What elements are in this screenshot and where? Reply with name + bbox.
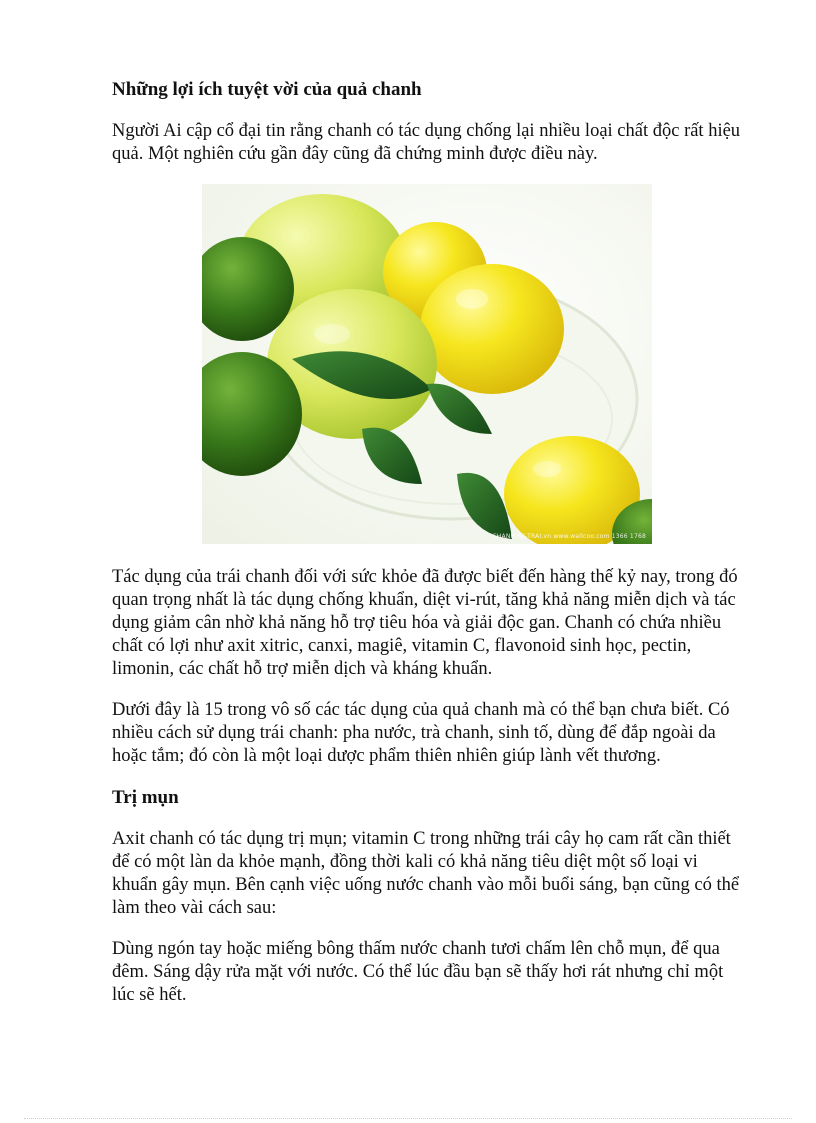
article-title: Những lợi ích tuyệt vời của quả chanh [112, 79, 422, 100]
lemon-photo [202, 184, 652, 544]
document-body [112, 78, 742, 1025]
lemon-photo-illustration [202, 184, 652, 544]
body-paragraph-1: Tác dụng của trái chanh đối với sức khỏe đã được biết đến hàng thế kỷ nay, trong đó quan trọng nhất là tác dụng chống khuẩn, diệt vi-rút, tăng khả năng miễn dịch và tác dụng giảm cân nhờ khả năng hỗ trợ tiêu hóa và giải độc gan. Chanh có chứa nhiều chất có lợi như axit xitric, canxi, magiê, vitamin C, flavonoid sinh học, pectin, limonin, các chất hỗ trợ miễn dịch và kháng khuẩn. [112, 567, 738, 679]
body-paragraph-2: Dưới đây là 15 trong vô số các tác dụng của quả chanh mà có thể bạn chưa biết. Có nhiều cách sử dụng trái chanh: pha nước, trà chanh, sinh tố, dùng để đắp ngoài da hoặc tắm; đó còn là một loại dược phẩm thiên nhiên giúp lành vết thương. [112, 700, 730, 766]
body-paragraph-4: Dùng ngón tay hoặc miếng bông thấm nước chanh tươi chấm lên chỗ mụn, để qua đêm. Sáng dậy rửa mặt với nước. Có thể lúc đầu bạn sẽ thấy hơi rát nhưng chỉ một lúc sẽ hết. [112, 939, 724, 1005]
body-paragraph-3: Axit chanh có tác dụng trị mụn; vitamin C trong những trái cây họ cam rất cần thiết để có một làn da khỏe mạnh, đồng thời kali có khả năng tiêu diệt một số loại vi khuẩn gây mụn. Bên cạnh việc uống nước chanh vào mỗi buổi sáng, bạn cũng có thể làm theo vài cách sau: [112, 829, 740, 918]
section-heading: Trị mụn [112, 787, 179, 808]
image-credit: CHANH-N&TRAI.vn www.wallcoo.com 1366 1768 [492, 533, 646, 540]
intro-paragraph: Người Ai cập cổ đại tin rằng chanh có tác dụng chống lại nhiều loại chất độc rất hiệu quả. Một nghiên cứu gần đây cũng đã chứng minh được điều này. [112, 121, 741, 164]
page-bottom-divider [24, 1118, 792, 1119]
